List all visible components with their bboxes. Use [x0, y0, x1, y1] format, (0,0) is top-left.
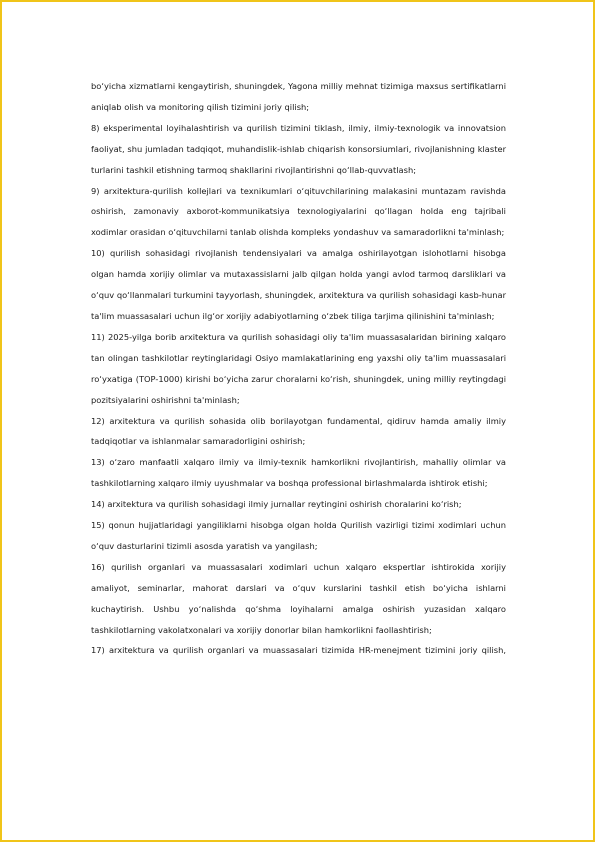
paragraph-item-16: 16) qurilish organlari va muassasalari xodimlari uchun xalqaro ekspertlar ishtirokida xorijiy amaliyot, seminarlar, mahorat darslari va o‘quv kurslarini tashkil etish bo‘yicha ishlarni kuchaytirish. Ushbu yo‘nalishda qo‘shma loyihalarni amalga oshirish yuzasidan xalqaro tashkilotlarning vakolatxonalari va xorijiy donorlar bilan hamkorlikni faollashtirish;: [91, 561, 506, 635]
paragraph-item-15: 15) qonun hujjatlaridagi yangiliklarni hisobga olgan holda Qurilish vazirligi tizimi xodimlari uchun o‘quv dasturlarini tizimli asosda yaratish va yangilash;: [91, 520, 506, 551]
paragraph-item-14: 14) arxitektura va qurilish sohasidagi ilmiy jurnallar reytingini oshirish choralarini ko‘rish;: [91, 499, 462, 510]
paragraph-item-9: 9) arxitektura-qurilish kollejlari va texnikumlari o‘qituvchilarining malakasini muntazam ravishda oshirish, zamonaviy axborot-kommunikatsiya texnologiyalarini qo‘llagan holda eng tajribali xodimlar orasidan o‘qituvchilarni tanlab olishda kompleks yondashuv va samaradorlikni ta'minlash;: [91, 185, 506, 238]
document-body: [91, 76, 506, 661]
paragraph-continuation: bo‘yicha xizmatlarni kengaytirish, shuningdek, Yagona milliy mehnat tizimiga maxsus sertifikatlarni aniqlab olish va monitoring qilish tizimini joriy qilish;: [91, 81, 506, 112]
paragraph-item-12: 12) arxitektura va qurilish sohasida olib borilayotgan fundamental, qidiruv hamda amaliy ilmiy tadqiqotlar va ishlanmalar samaradorligini oshirish;: [91, 415, 506, 447]
paragraph-item-17: 17) arxitektura va qurilish organlari va muassasalari tizimida HR-menejment tizimini joriy qilish,: [91, 645, 506, 656]
paragraph-item-11: 11) 2025-yilga borib arxitektura va qurilish sohasidagi oliy ta'lim muassasalaridan birining xalqaro tan olingan tashkilotlar reytinglaridagi Osiyo mamlakatlarining eng yaxshi oliy ta'lim muassasalari ro‘yxatiga (TOP-1000) kirishi bo‘yicha zarur choralarni ko‘rish, shuningdek, uning milliy reytingdagi pozitsiyalarini oshirishni ta'minlash;: [91, 331, 506, 405]
paragraph-item-8: 8) eksperimental loyihalashtirish va qurilish tizimini tiklash, ilmiy, ilmiy-texnologik va innovatsion faoliyat, shu jumladan tadqiqot, muhandislik-ishlab chiqarish konsorsiumlari, rivojlanishning klaster turlarini tashkil etishning tarmoq shakllarini rivojlantirishni qo‘llab-quvvatlash;: [91, 122, 506, 175]
paragraph-item-13: 13) o‘zaro manfaatli xalqaro ilmiy va ilmiy-texnik hamkorlikni rivojlantirish, mahalliy olimlar va tashkilotlarning xalqaro ilmiy uyushmalar va boshqa professional birlashmalarda ishtirok etishi;: [91, 457, 506, 489]
paragraph-item-10: 10) qurilish sohasidagi rivojlanish tendensiyalari va amalga oshirilayotgan islohotlarni hisobga olgan hamda xorijiy olimlar va mutaxassislarni jalb qilgan holda yangi avlod tarmoq darsliklari va o‘quv qo‘llanmalari turkumini tayyorlash, shuningdek, arxitektura va qurilish sohasidagi kasb-hunar ta'lim muassasalari uchun ilg‘or xorijiy adabiyotlarning o‘zbek tiliga tarjima qilinishini ta'minlash;: [91, 248, 506, 321]
